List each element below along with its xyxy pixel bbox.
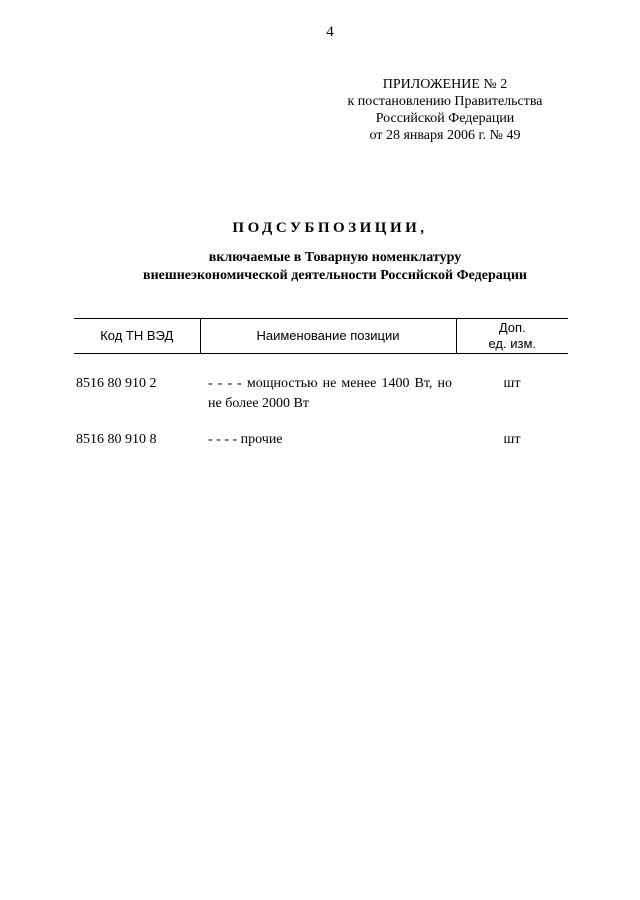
row-name: - - - - прочие — [208, 432, 283, 447]
header-unit-line-1: Доп. — [498, 320, 526, 335]
page-number: 4 — [326, 24, 334, 40]
table-header-row — [74, 319, 568, 354]
appendix-block — [330, 76, 560, 144]
header-code: Код ТН ВЭД — [74, 319, 200, 354]
row-code: 8516 80 910 2 — [76, 376, 157, 391]
subpositions-table — [74, 318, 568, 450]
table-row — [74, 354, 568, 415]
title-sub-line-2: внешнеэкономической деятельности Российской Федерации — [143, 268, 527, 283]
appendix-line-3: от 28 января 2006 г. № 49 — [369, 128, 521, 143]
header-unit — [456, 319, 568, 354]
appendix-heading: ПРИЛОЖЕНИЕ № 2 — [382, 77, 508, 92]
appendix-line-1: к постановлению Правительства — [347, 94, 543, 109]
header-unit-line-2: ед. изм. — [488, 336, 537, 351]
title-sub-line-1: включаемые в Товарную номенклатуру — [208, 250, 462, 265]
appendix-line-2: Российской Федерации — [375, 111, 515, 126]
row-code: 8516 80 910 8 — [76, 432, 157, 447]
document-title — [0, 220, 640, 285]
row-unit: шт — [503, 432, 521, 447]
header-name: Наименование позиции — [200, 319, 456, 354]
table-row — [74, 414, 568, 450]
row-unit: шт — [503, 376, 521, 391]
row-name: - - - - мощностью не менее 1400 Вт, но не более 2000 Вт — [208, 376, 452, 411]
title-main: ПОДСУБПОЗИЦИИ, — [232, 220, 428, 236]
